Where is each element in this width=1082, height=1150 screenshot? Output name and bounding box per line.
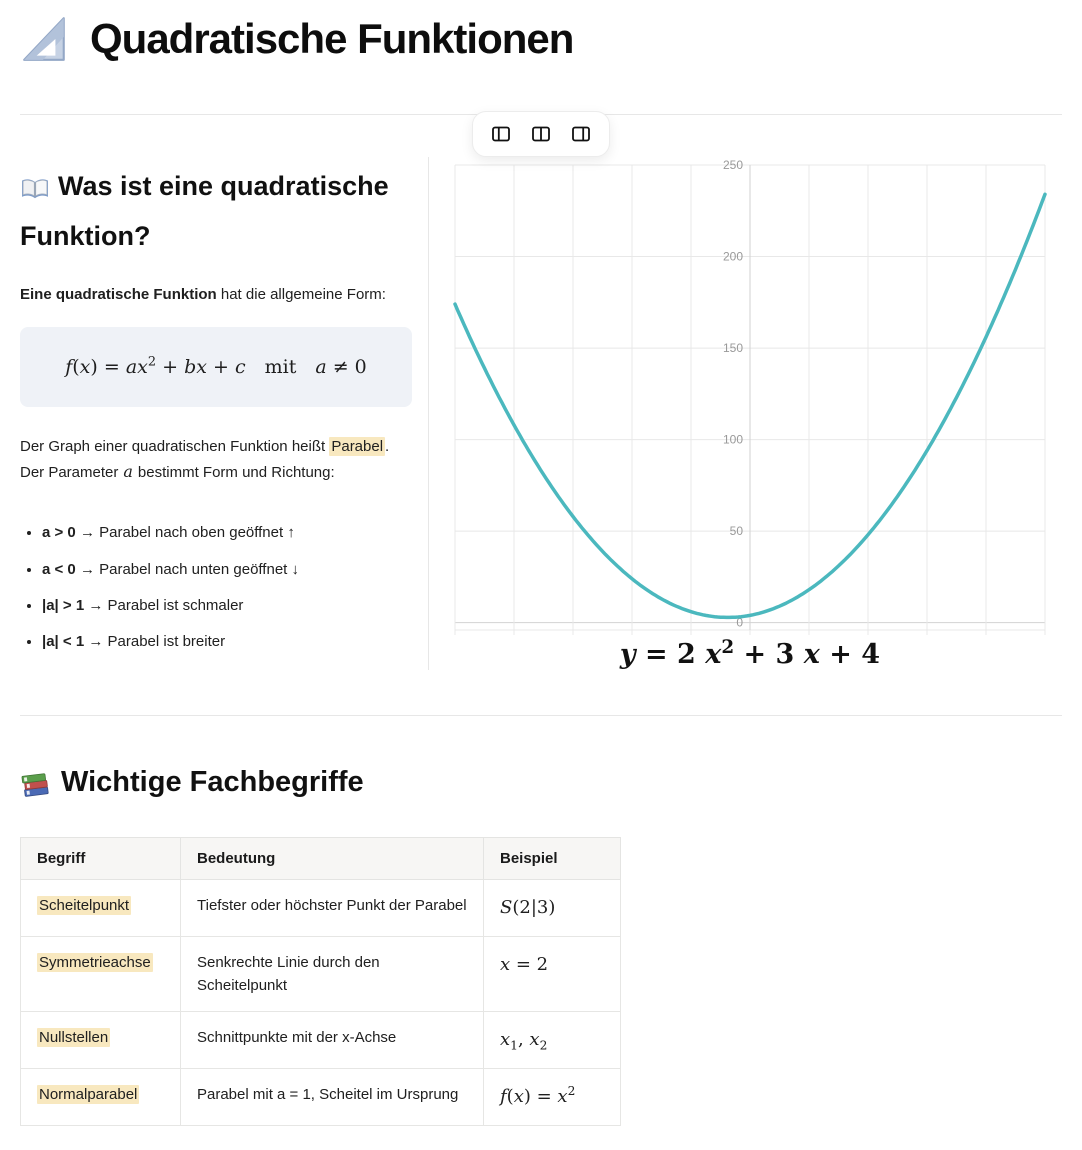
column-header-beispiel: Beispiel	[484, 838, 621, 880]
svg-text:150: 150	[722, 341, 743, 356]
terms-table	[20, 837, 621, 1126]
split-left-icon	[490, 123, 512, 145]
highlighted-term: Nullstellen	[39, 1029, 109, 1047]
page-title: Quadratische Funktionen	[90, 15, 574, 62]
layout-split-left-button[interactable]	[489, 122, 513, 146]
books-icon	[20, 770, 51, 802]
section1-heading: Was ist eine quadratische Funktion?	[20, 171, 389, 252]
table-row	[21, 1012, 621, 1069]
list-item: • |a| < 1 → Parabel ist breiter	[42, 632, 412, 652]
triangular-ruler-icon	[20, 14, 70, 64]
general-form-formula: $f(x) = ax^2$ + bx + c mit a ≠ 0	[20, 327, 412, 407]
section2-heading: Wichtige Fachbegriffe	[20, 766, 1062, 803]
split-right-icon	[570, 123, 592, 145]
term-definition: Senkrechte Linie durch den Scheitelpunkt	[181, 936, 484, 1012]
table-row	[21, 1069, 621, 1126]
inline-math-a: a	[123, 462, 133, 482]
term-definition: Tiefster oder höchster Punkt der Parabel	[181, 880, 484, 937]
layout-split-center-button[interactable]	[529, 122, 553, 146]
parabola-paragraph: Der Graph einer quadratischen Funktion heißt Parabel . Der Parameter a bestimmt Form und Richtung:	[20, 437, 390, 482]
table-row	[21, 936, 621, 1012]
column-header-bedeutung: Bedeutung	[181, 838, 484, 880]
term-example-math: x = 2	[484, 936, 621, 1012]
column-header-begriff: Begriff	[21, 838, 181, 880]
svg-text:0: 0	[736, 615, 743, 630]
intro-bold-text: Eine quadratische Funktion	[20, 285, 217, 303]
highlighted-term: Scheitelpunkt	[39, 897, 130, 914]
layout-toolbar	[472, 111, 610, 157]
parameter-bullet-list	[20, 523, 412, 652]
term-example-math: $f(x) = x^2$	[484, 1069, 621, 1126]
svg-text:100: 100	[722, 432, 743, 447]
two-column-section	[20, 157, 1062, 670]
svg-text:250: 250	[722, 158, 743, 172]
list-item: • a < 0 → Parabel nach unten geöffnet ↓	[42, 560, 412, 580]
term-definition: Parabel mit a = 1, Scheitel im Ursprung	[181, 1069, 484, 1126]
list-item: • a > 0 → Parabel nach oben geöffnet ↑	[42, 523, 412, 543]
open-book-icon	[20, 174, 50, 204]
svg-text:50: 50	[729, 524, 743, 539]
list-item: • |a| > 1 → Parabel ist schmaler	[42, 596, 412, 616]
term-example-math: $x_1$, $x_2$	[484, 1012, 621, 1069]
highlighted-term: Normalparabel	[39, 1086, 138, 1104]
table-header-row	[21, 838, 621, 880]
highlighted-term: Symmetrieachse	[39, 953, 151, 971]
text-column	[20, 157, 412, 670]
term-example-math: S(2|3)	[484, 880, 621, 937]
layout-split-right-button[interactable]	[569, 122, 593, 146]
section-divider	[20, 715, 1062, 716]
split-center-icon	[530, 123, 552, 145]
chart-column	[429, 157, 1062, 670]
term-definition: Schnittpunkte mit der x-Achse	[181, 1012, 484, 1069]
highlighted-term-parabel: Parabel	[331, 437, 384, 455]
svg-text:200: 200	[722, 249, 743, 264]
page-header	[20, 14, 1062, 64]
table-row	[21, 880, 621, 937]
intro-paragraph: Eine quadratische Funktion hat die allgemeine Form:	[20, 285, 386, 303]
parabola-plot-area	[455, 158, 1045, 635]
chart-equation-caption: y = 2 $x^2 + 3$ x + 4	[619, 637, 881, 670]
parabola-chart	[455, 158, 1045, 670]
